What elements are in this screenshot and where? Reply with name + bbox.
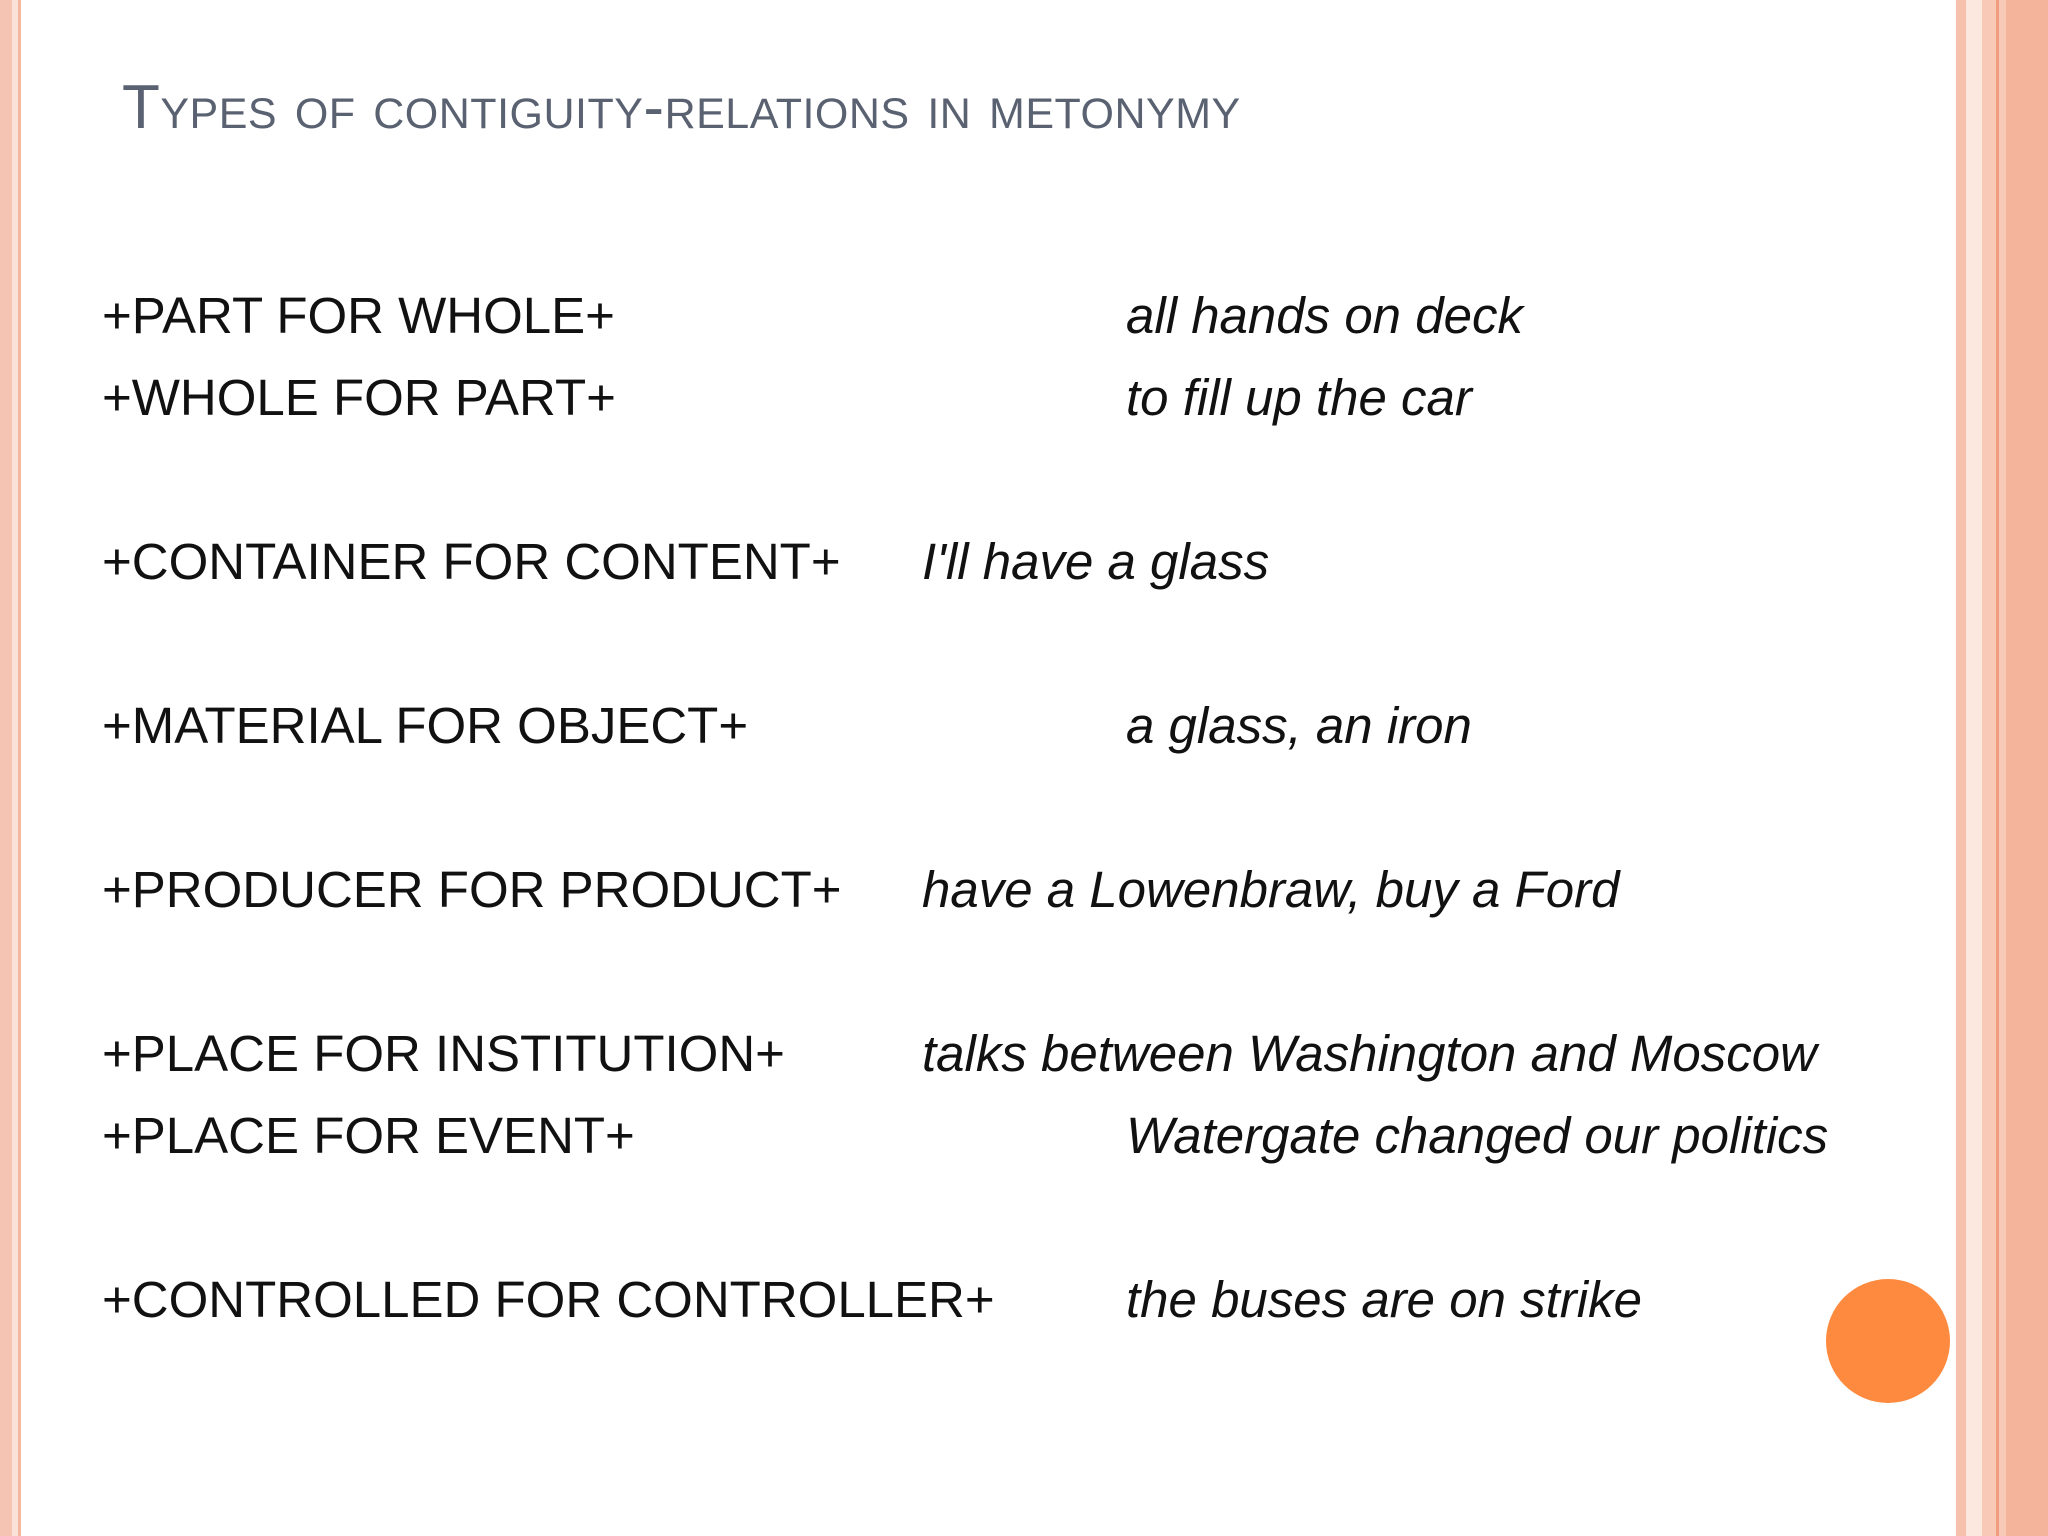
decorative-circle — [1826, 1279, 1950, 1403]
relation-term: +PLACE FOR EVENT+ — [102, 1107, 635, 1164]
slide-title: Types of contiguity-relations in metonymy — [122, 73, 1241, 142]
relation-row — [102, 532, 2048, 596]
relation-example: talks between Washington and Moscow — [922, 1025, 1817, 1082]
relation-example: to fill up the car — [1126, 369, 1472, 426]
relation-row — [102, 860, 2048, 924]
relation-example: a glass, an iron — [1126, 697, 1472, 754]
relation-term: +PRODUCER FOR PRODUCT+ — [102, 861, 842, 918]
relation-term: +PLACE FOR INSTITUTION+ — [102, 1025, 785, 1082]
relation-row — [102, 696, 2048, 760]
relation-row — [102, 286, 2048, 350]
relation-term: +CONTROLLED FOR CONTROLLER+ — [102, 1271, 995, 1328]
relation-term: +MATERIAL FOR OBJECT+ — [102, 697, 749, 754]
relation-row — [102, 1270, 2048, 1334]
relation-example: I'll have a glass — [922, 533, 1270, 590]
relation-row — [102, 368, 2048, 432]
relation-example: have a Lowenbraw, buy a Ford — [922, 861, 1620, 918]
left-border — [0, 0, 12, 1536]
relation-term: +WHOLE FOR PART+ — [102, 369, 616, 426]
relation-term: +CONTAINER FOR CONTENT+ — [102, 533, 841, 590]
relation-term: +PART FOR WHOLE+ — [102, 287, 615, 344]
relation-example: the buses are on strike — [1126, 1271, 1642, 1328]
relation-example: Watergate changed our politics — [1126, 1107, 1829, 1164]
left-border-line — [18, 0, 21, 1536]
relation-example: all hands on deck — [1126, 287, 1523, 344]
relation-row — [102, 1024, 2048, 1088]
relation-row — [102, 1106, 2048, 1170]
